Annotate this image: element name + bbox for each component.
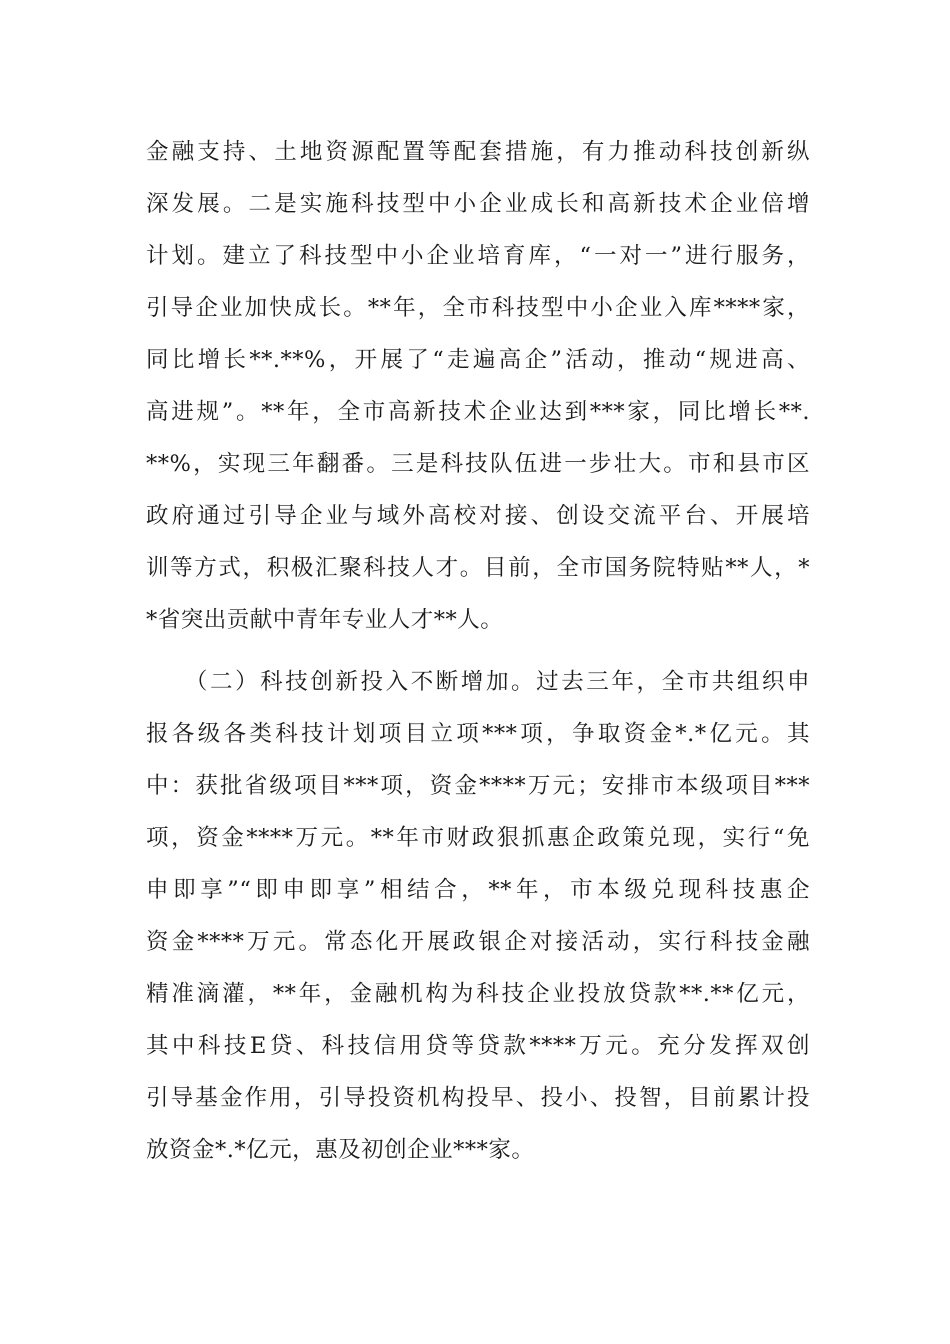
text-line: 高进规”。**年，全市高新技术企业达到***家，同比增长**. bbox=[146, 399, 810, 425]
text-line: 中：获批省级项目***项，资金****万元；安排市本级项目*** bbox=[146, 773, 810, 799]
paragraph-tech-investment bbox=[146, 656, 810, 1176]
text-line: 政府通过引导企业与域外高校对接、创设交流平台、开展培 bbox=[146, 503, 810, 529]
text-line: 精准滴灌，**年，金融机构为科技企业投放贷款**.**亿元， bbox=[146, 981, 810, 1007]
text-line: **%，实现三年翻番。三是科技队伍进一步壮大。市和县市区 bbox=[146, 451, 810, 477]
text-line: 计划。建立了科技型中小企业培育库，“一对一”进行服务， bbox=[146, 243, 810, 269]
text-line: 引导基金作用，引导投资机构投早、投小、投智，目前累计投 bbox=[146, 1085, 810, 1111]
text-line: 引导企业加快成长。**年，全市科技型中小企业入库****家， bbox=[146, 295, 810, 321]
text-line: *省突出贡献中青年专业人才**人。 bbox=[146, 607, 504, 633]
text-line: 申即享”“即申即享”相结合，**年，市本级兑现科技惠企 bbox=[146, 877, 810, 903]
text-line: 同比增长**.**%，开展了“走遍高企”活动，推动“规进高、 bbox=[146, 347, 810, 373]
text-line: 报各级各类科技计划项目立项***项，争取资金*.*亿元。其 bbox=[146, 721, 810, 747]
text-line: （二）科技创新投入不断增加。过去三年，全市共组织申 bbox=[146, 669, 810, 695]
text-line: 其中科技E贷、科技信用贷等贷款****万元。充分发挥双创 bbox=[146, 1033, 810, 1059]
text-line: 资金****万元。常态化开展政银企对接活动，实行科技金融 bbox=[146, 929, 810, 955]
text-line: 项，资金****万元。**年市财政狠抓惠企政策兑现，实行“免 bbox=[146, 825, 810, 851]
text-line: 金融支持、土地资源配置等配套措施，有力推动科技创新纵 bbox=[146, 139, 810, 165]
text-line: 放资金*.*亿元，惠及初创企业***家。 bbox=[146, 1137, 535, 1163]
text-line: 深发展。二是实施科技型中小企业成长和高新技术企业倍增 bbox=[146, 191, 810, 217]
text-line: 训等方式，积极汇聚科技人才。目前，全市国务院特贴**人，* bbox=[146, 555, 810, 581]
paragraph-tech-enterprise-growth bbox=[146, 126, 810, 646]
